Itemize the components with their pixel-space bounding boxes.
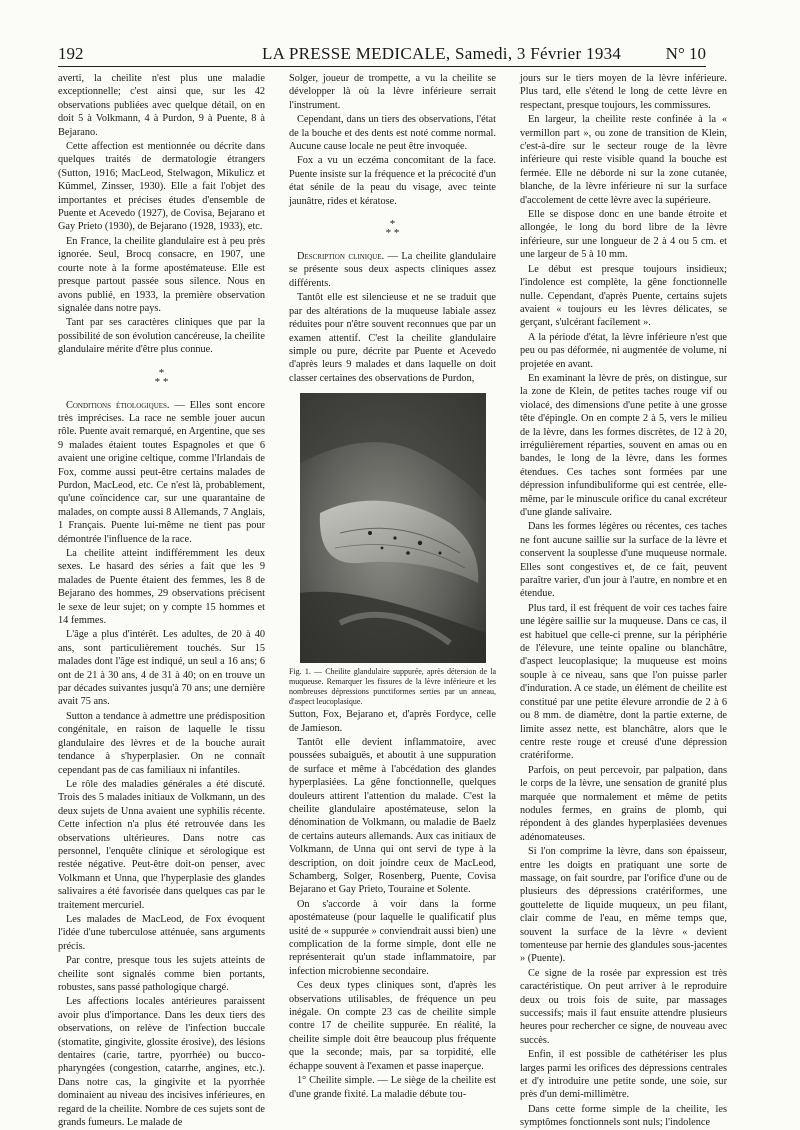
section-divider-stars: * * * xyxy=(385,218,400,240)
paragraph: Si l'on comprime la lèvre, dans son épaisseur, entre les doigts en pratiquant une sorte de massage, on fait sourdre, par l'orifice d'une ou de plusieurs des dépressions cratériformes, une gouttelette de liquide muqueux, un peu filant, clair comme de l'eau, en même temps que, souvent la surface de la lèvre « devient tomenteuse par hernie des glandules sous-jacentes » (Puente). xyxy=(520,846,727,965)
journal-title: LA PRESSE MEDICALE, xyxy=(262,44,451,63)
paragraph-text: — Elles sont encore très imprécises. La race ne semble jouer aucun rôle. Puente avait remarqué, en Argentine, que ses 9 malades étaient toutes Espagnoles et que 6 avaient une origine celtique, comme l'Irlandais de Fox, comme aussi peut-être certains malades de Purdon, MacLeod, etc. Ce n'est là, probablement, qu'une coïncidence car, sur une quarantaine de malades, on compte aussi 8 Allemands, 7 Anglais, 1 Français. Puente lui-même ne tient pas pour démontrée l'influence de la race. xyxy=(58,399,265,545)
column-1 xyxy=(58,72,265,1129)
paragraph: L'âge a plus d'intérêt. Les adultes, de 20 à 40 ans, sont particulièrement touchés. Sur 15 malades dont l'âge est indiqué, un seul a 16 ans; 6 ont de 21 à 30 ans, 4 de 31 à 40; on en trouve un par décades suivantes jusqu'à 70 ans; une dernière avait 75 ans. xyxy=(58,629,265,708)
page-header xyxy=(58,44,706,64)
section-heading: Description clinique. xyxy=(297,251,385,263)
paragraph: En examinant la lèvre de près, on distingue, sur la zone de Klein, de petites taches rouge vif ou violacé, des dimensions d'une petite à une grosse tête d'épingle. On en compte 2 à 5, vers le milieu de la lèvre, dans les formes discrètes, de 12 à 20, irrégulièrement réparties, souvent en amas ou en bandes, le long de la lèvre, dans les formes étendues. Ces taches sont formées par une dépression infundibuliforme qui est centrée, elle-même, par le minuscule orifice du canal excréteur d'une glande salivaire. xyxy=(520,372,727,518)
paragraph: jours sur le tiers moyen de la lèvre inférieure. Plus tard, elle s'étend le long de cette lèvre en respectant, presque toujours, les commissures. xyxy=(520,73,727,111)
issue-number: N° 10 xyxy=(665,44,706,63)
paragraph: Tantôt elle devient inflammatoire, avec poussées subaiguës, et aboutit à une suppuration de surface et même à l'abcédation des glandes hyperplasiées. La gêne fonctionnelle, quelques douleurs attirent l'attention du malade. C'est la cheilite glandulaire apostémateuse, selon la dénomination de Volkmann, ou maladie de Baelz de certains auteurs allemands. Aux cas initiaux de Volkmann, de Unna qui ont servi de type à la description, on doit joindre ceux de MacLeod, Schamberg, Solger, Rosenberg, Puente, Covisa Bejarano et Gay Prieto, Touraine et Solente. xyxy=(289,736,496,896)
paragraph: Plus tard, il est fréquent de voir ces taches faire une légère saillie sur la muqueuse. Dans ce cas, il est habituel que celle-ci prenne, sur la périphérie de l'élevure, une teinte opaline ou blanchâtre, d'aspect leucoplasique; la muqueuse est moins souple à ce niveau, sans que l'on puisse parler d'induration. A ce stade, un élément de cheilite est constitué par une petite élevure arrondie de 2 à 6 ou 8 mm. de diamètre, dont la partie externe, de limite assez nette, est blanchâtre, alors que le centre reste rouge et creusé d'une dépression cratériforme. xyxy=(520,602,727,762)
paragraph: 1° Cheilite simple. — Le siège de la cheilite est d'une grande fixité. La maladie débute tou- xyxy=(289,1075,496,1100)
paragraph: Ce signe de la rosée par expression est très caractéristique. On peut arriver à le reproduire deux ou trois fois de suite, par massages successifs; mais il faut ensuite attendre plusieurs heures pour rechercher ce signe, de nouveau avec succès. xyxy=(520,967,727,1046)
figure-photograph xyxy=(300,393,486,663)
paragraph: Sutton, Fox, Bejarano et, d'après Fordyce, celle de Jamieson. xyxy=(289,709,496,734)
paragraph: A la période d'état, la lèvre inférieure n'est que peu ou pas déformée, ni augmentée de volume, ni projetée en avant. xyxy=(520,331,727,370)
paragraph: Par contre, presque tous les sujets atteints de cheilite sont signalés comme bien portants, robustes, sans passé pathologique chargé. xyxy=(58,955,265,993)
paragraph: Elle se dispose donc en une bande étroite et allongée, le long du bord libre de la lèvre inférieure, sur une longueur de 2 à 4 ou 5 cm. et une largeur de 5 à 10 mm. xyxy=(520,209,727,261)
section-divider-stars: * * * xyxy=(154,366,169,388)
paragraph: Dans les formes légères ou récentes, ces taches ne font aucune saillie sur la surface de la lèvre et conservent la souplesse d'une muqueuse normale. Elles sont congestives et, de ce fait, peuvent paraître varier, d'un jour à l'autre, en nombre et en étendue. xyxy=(520,521,727,600)
paragraph: Cependant, dans un tiers des observations, l'état de la bouche et des dents est noté comme normal. Aucune cause locale ne peut être invoquée. xyxy=(289,114,496,153)
paragraph: La cheilite atteint indifféremment les deux sexes. Le hasard des séries a fait que les 9 malades de Puente étaient des femmes, les 8 de Bejarano des hommes, 29 observations précisent le sexe de leur sujet; on y compte 15 hommes et 14 femmes. xyxy=(58,548,265,627)
section-heading: Conditions étiologiques. xyxy=(66,399,170,411)
paragraph: Sutton a tendance à admettre une prédisposition congénitale, en raison de laquelle le tissu glandulaire des lèvres et de la bouche aurait tendance à s'hyperplasier. On ne connaît cependant pas de cas familiaux ni infantiles. xyxy=(58,710,265,776)
column-3 xyxy=(520,72,727,1129)
paragraph: Tantôt elle est silencieuse et ne se traduit que par des altérations de la muqueuse labiale assez réduites pour n'être souvent reconnues que par un examen attentif. C'est la cheilite glandulaire simple ou pure, décrite par Puente et Acevedo d'après leurs 9 malades et dans laquelle on doit classer certaines des observations de Purdon, xyxy=(289,292,496,384)
paragraph: Parfois, on peut percevoir, par palpation, dans le corps de la lèvre, une sensation de granité plus marquée que normalement et même de petits nodules fermes, en grains de plomb, qui répondent à des glandes hyperplasiées devenues adénomateuses. xyxy=(520,764,727,843)
paragraph: Solger, joueur de trompette, a vu la cheilite se développer là où la lèvre inférieure serrait l'instrument. xyxy=(289,73,496,111)
paragraph: Cette affection est mentionnée ou décrite dans quelques traités de dermatologie étrangers (Sutton, 1916; MacLeod, Stelwagon, Mikulicz et Kümmel, Zinsser, 1930). Elle a fait l'objet des importantes et précises études d'ensemble de Puente et Acevedo (1927), de Covisa, Bejarano et Gay Prieto (1930), de Bejarano (1928, 1933), etc. xyxy=(58,141,265,233)
paragraph: En largeur, la cheilite reste confinée à la « vermillon part », ou zone de transition de Klein, c'est-à-dire sur le secteur rouge de la lèvre inférieure qui reste visible quand la bouche est fermée. Elle ne déborde ni sur la zone cutanée, blanche, de la lèvre inférieure ni sur la surface d'accolement de cette lèvre avec la supérieure. xyxy=(520,114,727,206)
paragraph: Fox a vu un eczéma concomitant de la face. Puente insiste sur la fréquence et la précocité d'un état sénile de la peau du visage, avec teinte jaunâtre, rides et kératose. xyxy=(289,155,496,207)
paragraph: En France, la cheilite glandulaire est à peu près ignorée. Seul, Brocq consacre, en 1907, une courte note à la forme apostémateuse. Elle est presque partout passée sous silence. Nous en avons publié, en 1933, la première observation signalée dans notre pays. xyxy=(58,235,265,314)
header-rule xyxy=(58,66,706,67)
paragraph: averti, la cheilite n'est plus une maladie exceptionnelle; c'est ainsi que, sur les 42 observations publiées avec quelque détail, on en doit 5 à Volkmann, 4 à Purdon, 9 à Puente, 8 à Bejarano. xyxy=(58,73,265,138)
paragraph: Le rôle des maladies générales a été discuté. Trois des 5 malades initiaux de Volkmann, un des deux sujets de Unna avaient une syphilis récente. Cette infection n'a plus été retrouvée dans les observations ultérieures. Dans notre cas personnel, l'enquête clinique et sérologique est restée négative. Peut-être doit-on penser, avec Volkmann et Unna, que l'hyperplasie des glandes salivaires a été favorisée dans quelques cas par le traitement mercuriel. xyxy=(58,778,265,911)
journal-header xyxy=(262,44,621,64)
paragraph: Enfin, il est possible de cathétériser les plus larges parmi les orifices des dépressions centrales et d'y introduire une petite sonde, une soie, sur près d'un demi-millimètre. xyxy=(520,1049,727,1101)
paragraph: Les affections locales antérieures paraissent avoir plus d'importance. Dans les deux tiers des observations, on relève de l'infection buccale (stomatite, gingivite, glossite érosive), des lésions dentaires (carie, tartre, pyorrhée) ou bucco-pharyngées (congestion, catarrhe, angines, etc.). Dans notre cas, la gingivite et la pyorrhée dominaient au niveau des incisives inférieures, en regard de la cheilite. Nombre de ces sujets sont de grands fumeurs. Le malade de xyxy=(58,996,265,1129)
paragraph: Les malades de MacLeod, de Fox évoquent l'idée d'une tuberculose atténuée, sans arguments précis. xyxy=(58,913,265,952)
figure-caption: Fig. 1. — Cheilite glandulaire suppurée, après détersion de la muqueuse. Remarquer les fissures de la lèvre inférieure et les nombreuses dépressions punctiformes serties par un anneau, d'aspect leucoplasique. xyxy=(289,667,496,707)
paragraph: Tant par ses caractères cliniques que par la possibilité de son évolution cancéreuse, la cheilite glandulaire mérite d'être plus connue. xyxy=(58,317,265,356)
paragraph: Le début est presque toujours insidieux; l'indolence est complète, la gêne fonctionnelle nulle. Cependant, d'après Puente, certains sujets avaient « toujours eu les lèvres délicates, se gerçant, s'ulcérant facilement ». xyxy=(520,263,727,329)
paragraph-text: — La cheilite glandulaire se présente sous deux aspects cliniques assez différents. xyxy=(289,251,496,289)
paragraph xyxy=(58,399,265,546)
paragraph xyxy=(289,250,496,290)
issue-date: Samedi, 3 Février 1934 xyxy=(455,44,622,63)
paragraph: Ces deux types cliniques sont, d'après les observations utilisables, de fréquence un peu inégale. On compte 23 cas de cheilite simple contre 17 de cheilite suppurée. En réalité, la cheilite simple doit être beaucoup plus fréquente que la seconde; mais, par sa torpidité, elle échappe souvent à l'examen et passe inaperçue. xyxy=(289,980,496,1072)
paragraph: On s'accorde à voir dans la forme apostémateuse (pour laquelle le qualificatif plus usité de « suppurée » conviendrait aussi bien) une complication de la forme simple, dont elle ne représenterait qu'un stade inflammatoire, par infection microbienne secondaire. xyxy=(289,898,496,977)
page-number: 192 xyxy=(58,44,84,63)
paragraph: Dans cette forme simple de la cheilite, les symptômes fonctionnels sont nuls; l'indolence xyxy=(520,1103,727,1129)
column-2 xyxy=(289,72,496,1100)
